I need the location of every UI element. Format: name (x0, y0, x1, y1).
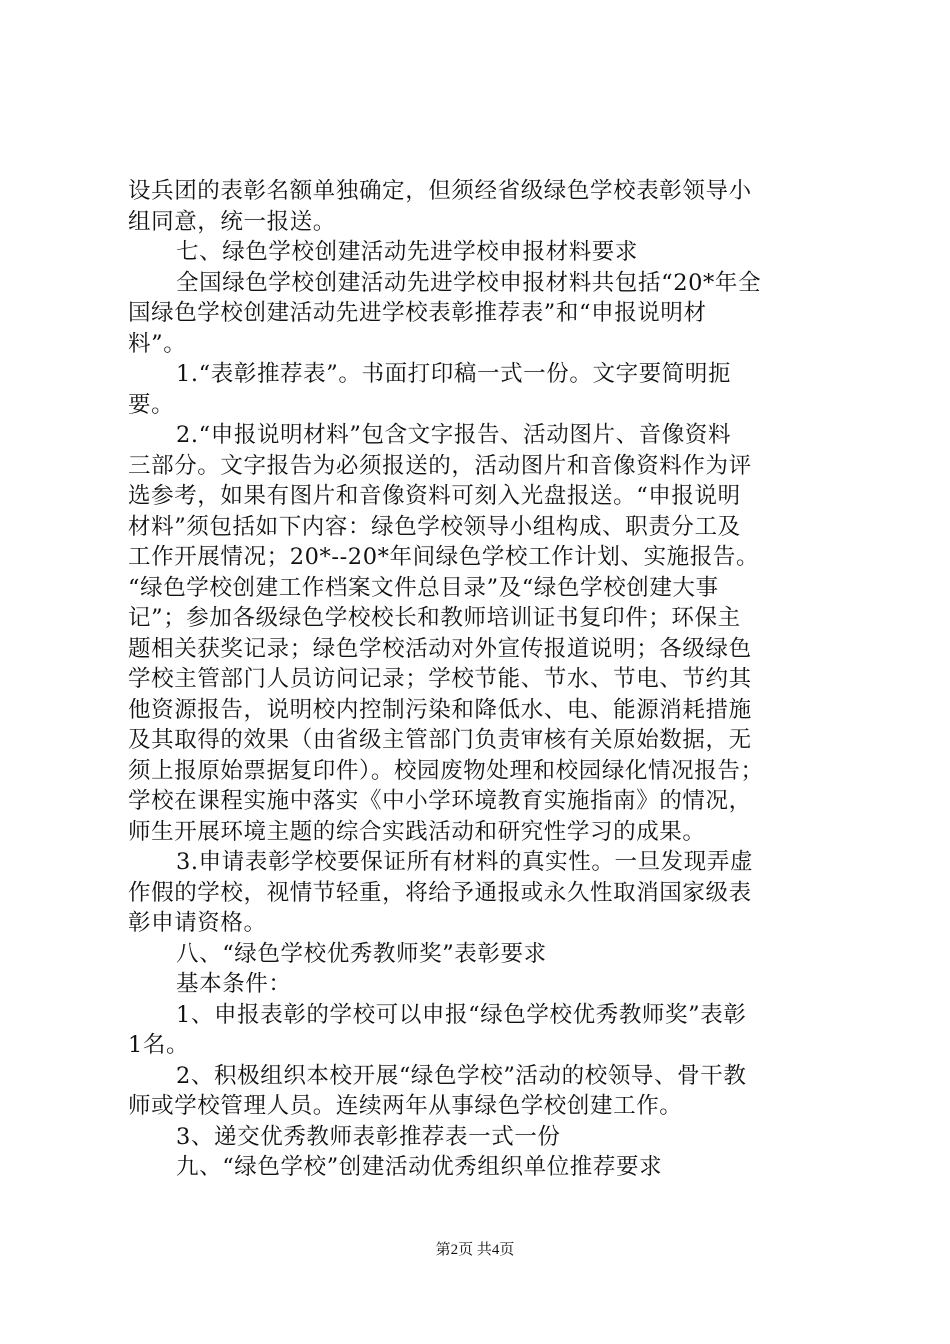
text-line: 3、递交优秀教师表彰推荐表一式一份 (176, 1123, 561, 1150)
text-line: 1.“表彰推荐表”。书面打印稿一式一份。文字要简明扼 (176, 361, 732, 387)
section-heading: 七、绿色学校创建活动先进学校申报材料要求 (176, 239, 639, 265)
text-line: 师或学校管理人员。连续两年从事绿色学校创建工作。 (128, 1093, 683, 1119)
text-line: 要。 (128, 391, 175, 418)
text-line: 设兵团的表彰名额单独确定，但须经省级绿色学校表彰领导小 (128, 178, 752, 204)
text-line: 2、积极组织本校开展“绿色学校”活动的校领导、骨干教 (176, 1062, 747, 1089)
text-line: 1、申报表彰的学校可以申报“绿色学校优秀教师奖”表彰 (176, 1001, 747, 1028)
text-line: 题相关获奖记录；绿色学校活动对外宣传报道说明；各级绿色 (128, 635, 752, 662)
text-line: 2.“申报说明材料”包含文字报告、活动图片、音像资料 (176, 422, 732, 448)
text-line: 工作开展情况；20*--20*年间绿色学校工作计划、实施报告。 (128, 544, 760, 570)
text-line: 1名。 (128, 1032, 190, 1058)
section-heading: 八、“绿色学校优秀教师奖”表彰要求 (176, 940, 547, 967)
text-line: 3.申请表彰学校要保证所有材料的真实性。一旦发现弄虚 (176, 849, 754, 875)
text-line: 选参考，如果有图片和音像资料可刻入光盘报送。“申报说明 (128, 483, 741, 509)
text-line: 材料”须包括如下内容：绿色学校领导小组构成、职责分工及 (128, 513, 741, 540)
text-line: 学校主管部门人员访问记录；学校节能、节水、节电、节约其 (128, 666, 752, 692)
text-line: 学校在课程实施中落实《中小学环境教育实施指南》的情况， (128, 788, 752, 814)
page-number-footer: 第2页 共4页 (435, 1242, 515, 1258)
text-line: 彰申请资格。 (128, 910, 267, 936)
text-line: 记”；参加各级绿色学校校长和教师培训证书复印件；环保主 (128, 605, 741, 631)
text-line: 须上报原始票据复印件）。校园废物处理和校园绿化情况报告； (128, 757, 764, 784)
text-line: 及其取得的效果（由省级主管部门负责审核有关原始数据，无 (128, 727, 752, 753)
text-line: 组同意，统一报送。 (128, 208, 336, 235)
text-line: 料”。 (128, 330, 187, 357)
text-line: 师生开展环境主题的综合实践活动和研究性学习的成果。 (128, 818, 706, 845)
document-body (128, 176, 840, 1183)
text-line: 他资源报告，说明校内控制污染和降低水、电、能源消耗措施 (128, 696, 752, 723)
text-line: 国绿色学校创建活动先进学校表彰推荐表”和“申报说明材 (128, 300, 707, 326)
section-heading: 九、“绿色学校”创建活动优秀组织单位推荐要求 (176, 1154, 663, 1180)
text-line: 三部分。文字报告为必须报送的，活动图片和音像资料作为评 (128, 452, 752, 479)
text-line: 基本条件： (176, 971, 292, 997)
text-line: “绿色学校创建工作档案文件总目录”及“绿色学校创建大事 (128, 574, 719, 601)
text-line: 全国绿色学校创建活动先进学校申报材料共包括“20*年全 (176, 269, 762, 296)
text-line: 作假的学校，视情节轻重，将给予通报或永久性取消国家级表 (128, 879, 752, 906)
